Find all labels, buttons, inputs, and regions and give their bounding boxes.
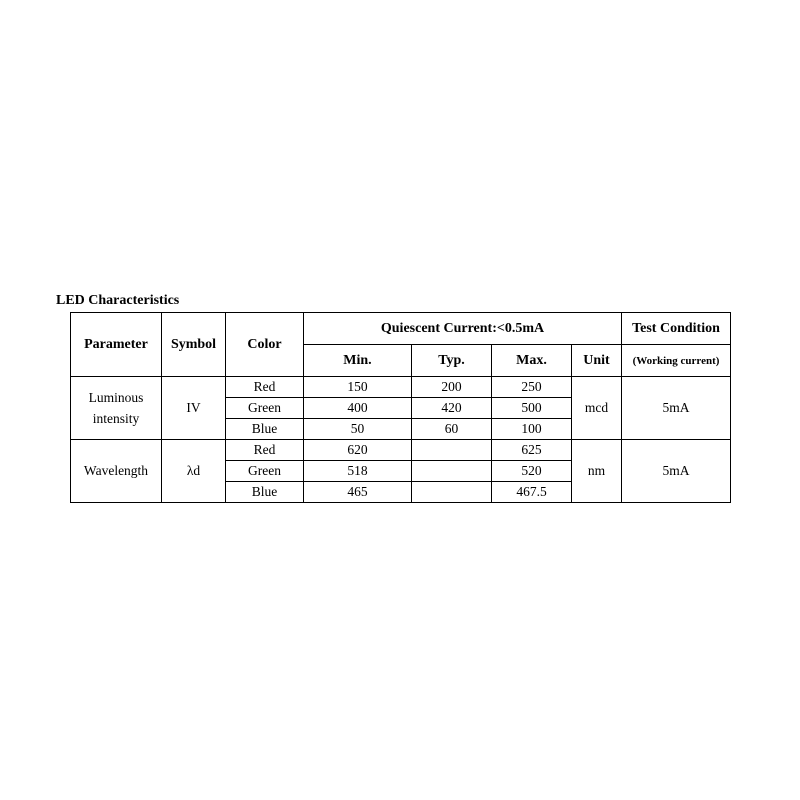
table-row (71, 440, 731, 461)
max-cell: 467.5 (492, 482, 572, 503)
color-cell: Red (226, 377, 304, 398)
min-cell: 518 (304, 461, 412, 482)
max-cell: 625 (492, 440, 572, 461)
header-unit: Unit (572, 345, 622, 377)
document (56, 292, 736, 503)
led-characteristics-table (70, 312, 731, 503)
typ-cell (412, 461, 492, 482)
header-row-1 (71, 313, 731, 345)
typ-cell: 200 (412, 377, 492, 398)
min-cell: 620 (304, 440, 412, 461)
test-condition-cell: 5mA (622, 377, 731, 440)
header-color: Color (226, 313, 304, 377)
parameter-cell: Wavelength (71, 440, 162, 503)
header-symbol: Symbol (162, 313, 226, 377)
header-test-condition: Test Condition (622, 313, 731, 345)
header-max: Max. (492, 345, 572, 377)
max-cell: 500 (492, 398, 572, 419)
min-cell: 400 (304, 398, 412, 419)
color-cell: Green (226, 398, 304, 419)
typ-cell (412, 482, 492, 503)
color-cell: Blue (226, 419, 304, 440)
parameter-line: intensity (92, 411, 140, 426)
section-title: LED Characteristics (56, 293, 180, 308)
header-working-current: (Working current) (622, 345, 731, 377)
test-condition-cell: 5mA (622, 440, 731, 503)
header-min: Min. (304, 345, 412, 377)
parameter-cell (71, 377, 162, 440)
max-cell: 520 (492, 461, 572, 482)
symbol-cell: λd (162, 440, 226, 503)
header-quiescent-current: Quiescent Current:<0.5mA (304, 313, 622, 345)
table-row (71, 377, 731, 398)
min-cell: 50 (304, 419, 412, 440)
color-cell: Blue (226, 482, 304, 503)
min-cell: 465 (304, 482, 412, 503)
header-parameter: Parameter (71, 313, 162, 377)
typ-cell (412, 440, 492, 461)
typ-cell: 60 (412, 419, 492, 440)
max-cell: 250 (492, 377, 572, 398)
unit-cell: mcd (572, 377, 622, 440)
header-typ: Typ. (412, 345, 492, 377)
typ-cell: 420 (412, 398, 492, 419)
min-cell: 150 (304, 377, 412, 398)
symbol-cell: IV (162, 377, 226, 440)
color-cell: Green (226, 461, 304, 482)
max-cell: 100 (492, 419, 572, 440)
color-cell: Red (226, 440, 304, 461)
parameter-line: Luminous (88, 390, 144, 405)
unit-cell: nm (572, 440, 622, 503)
